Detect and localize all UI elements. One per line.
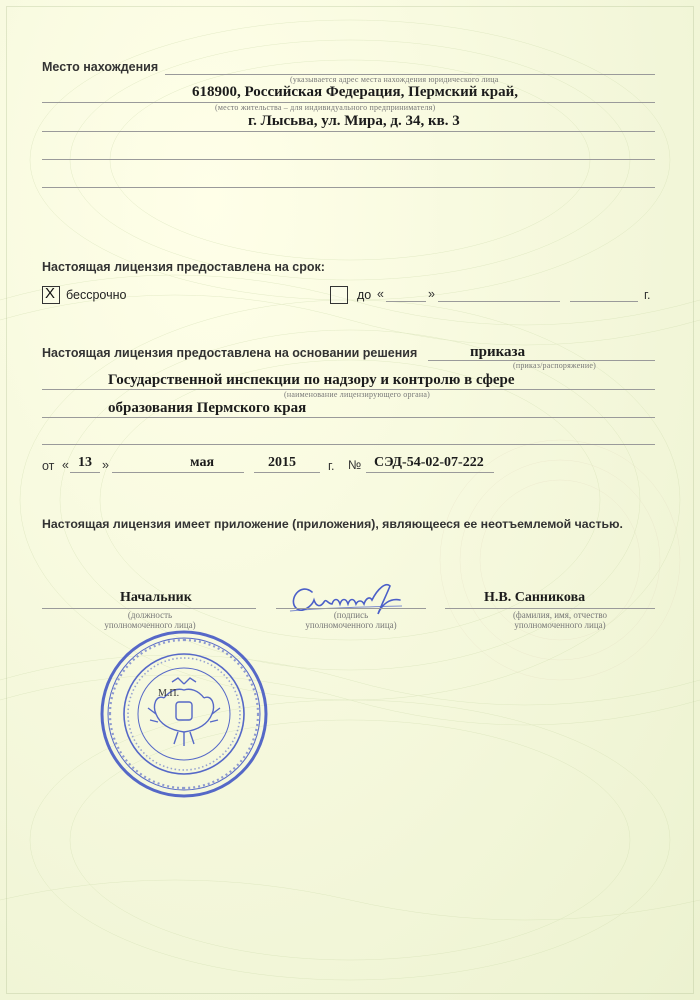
location-line-3 [42, 131, 655, 132]
appendix-text: Настоящая лицензия имеет приложение (приложения), являющееся ее неотъемлемой частью. [42, 517, 623, 531]
location-hint-entrepreneur: (место жительства – для индивидуального предпринимателя) [215, 103, 436, 112]
decision-type-hint: (приказ/распоряжение) [513, 361, 596, 370]
name-hint-line-1: (фамилия, имя, отчество [512, 610, 608, 620]
location-address-line-1: 618900, Российская Федерация, Пермский край, [192, 84, 519, 100]
term-label: Настоящая лицензия предоставлена на срок: [42, 260, 325, 274]
date-month: мая [190, 455, 215, 470]
seal-place-label: М.П. [158, 688, 180, 699]
unlimited-label: бессрочно [66, 288, 127, 302]
date-from-label: от [42, 459, 55, 473]
date-month-line [112, 472, 244, 473]
page-frame [6, 6, 694, 994]
date-year-line [254, 472, 320, 473]
date-quote-close: » [102, 458, 109, 472]
check-mark-icon: X [45, 285, 56, 302]
until-label: до [357, 288, 372, 302]
position-hint-line-2: уполномоченного лица) [104, 620, 196, 630]
name-hint-line-2: уполномоченного лица) [514, 620, 606, 630]
name-line [445, 608, 655, 609]
date-quote-open: « [62, 458, 69, 472]
authority-underline-2 [42, 417, 655, 418]
until-year-line [570, 301, 638, 302]
signature-line [276, 608, 426, 609]
authority-line-2: образования Пермского края [108, 400, 307, 416]
date-year-suffix: г. [328, 459, 335, 473]
until-day-line [386, 301, 426, 302]
official-seal-stamp [98, 628, 270, 800]
location-label: Место нахождения [42, 60, 159, 74]
signature-hint [276, 610, 426, 630]
until-quote-close: » [428, 287, 435, 301]
basis-label: Настоящая лицензия предоставлена на основании решения [42, 346, 418, 360]
date-day: 13 [78, 455, 92, 470]
authority-hint: (наименование лицензирующего органа) [284, 390, 431, 399]
unlimited-checkbox[interactable] [42, 286, 60, 304]
signatory-name: Н.В. Санникова [484, 590, 586, 605]
license-number: СЭД-54-02-07-222 [374, 455, 484, 470]
number-sign: № [348, 458, 362, 472]
location-hint-legal: (указывается адрес места нахождения юридического лица [290, 75, 499, 84]
name-hint [470, 610, 650, 630]
location-line-5 [42, 187, 655, 188]
position-line [42, 608, 256, 609]
decision-type: приказа [470, 344, 526, 360]
until-month-line [438, 301, 560, 302]
position-hint [80, 610, 220, 630]
signature-hint-line-2: уполномоченного лица) [305, 620, 397, 630]
authority-line-1: Государственной инспекции по надзору и контролю в сфере [108, 372, 515, 388]
until-year-suffix: г. [644, 288, 651, 302]
license-number-line [366, 472, 494, 473]
until-checkbox[interactable] [330, 286, 348, 304]
signatory-position: Начальник [120, 590, 192, 605]
until-quote-open: « [377, 287, 384, 301]
date-day-line [70, 472, 100, 473]
signature-hint-line-1: (подпись [333, 610, 369, 620]
location-address-line-2: г. Лысьва, ул. Мира, д. 34, кв. 3 [248, 113, 460, 129]
authority-underline-3 [42, 444, 655, 445]
location-line-4 [42, 159, 655, 160]
date-year: 2015 [268, 455, 296, 470]
position-hint-line-1: (должность [127, 610, 173, 620]
